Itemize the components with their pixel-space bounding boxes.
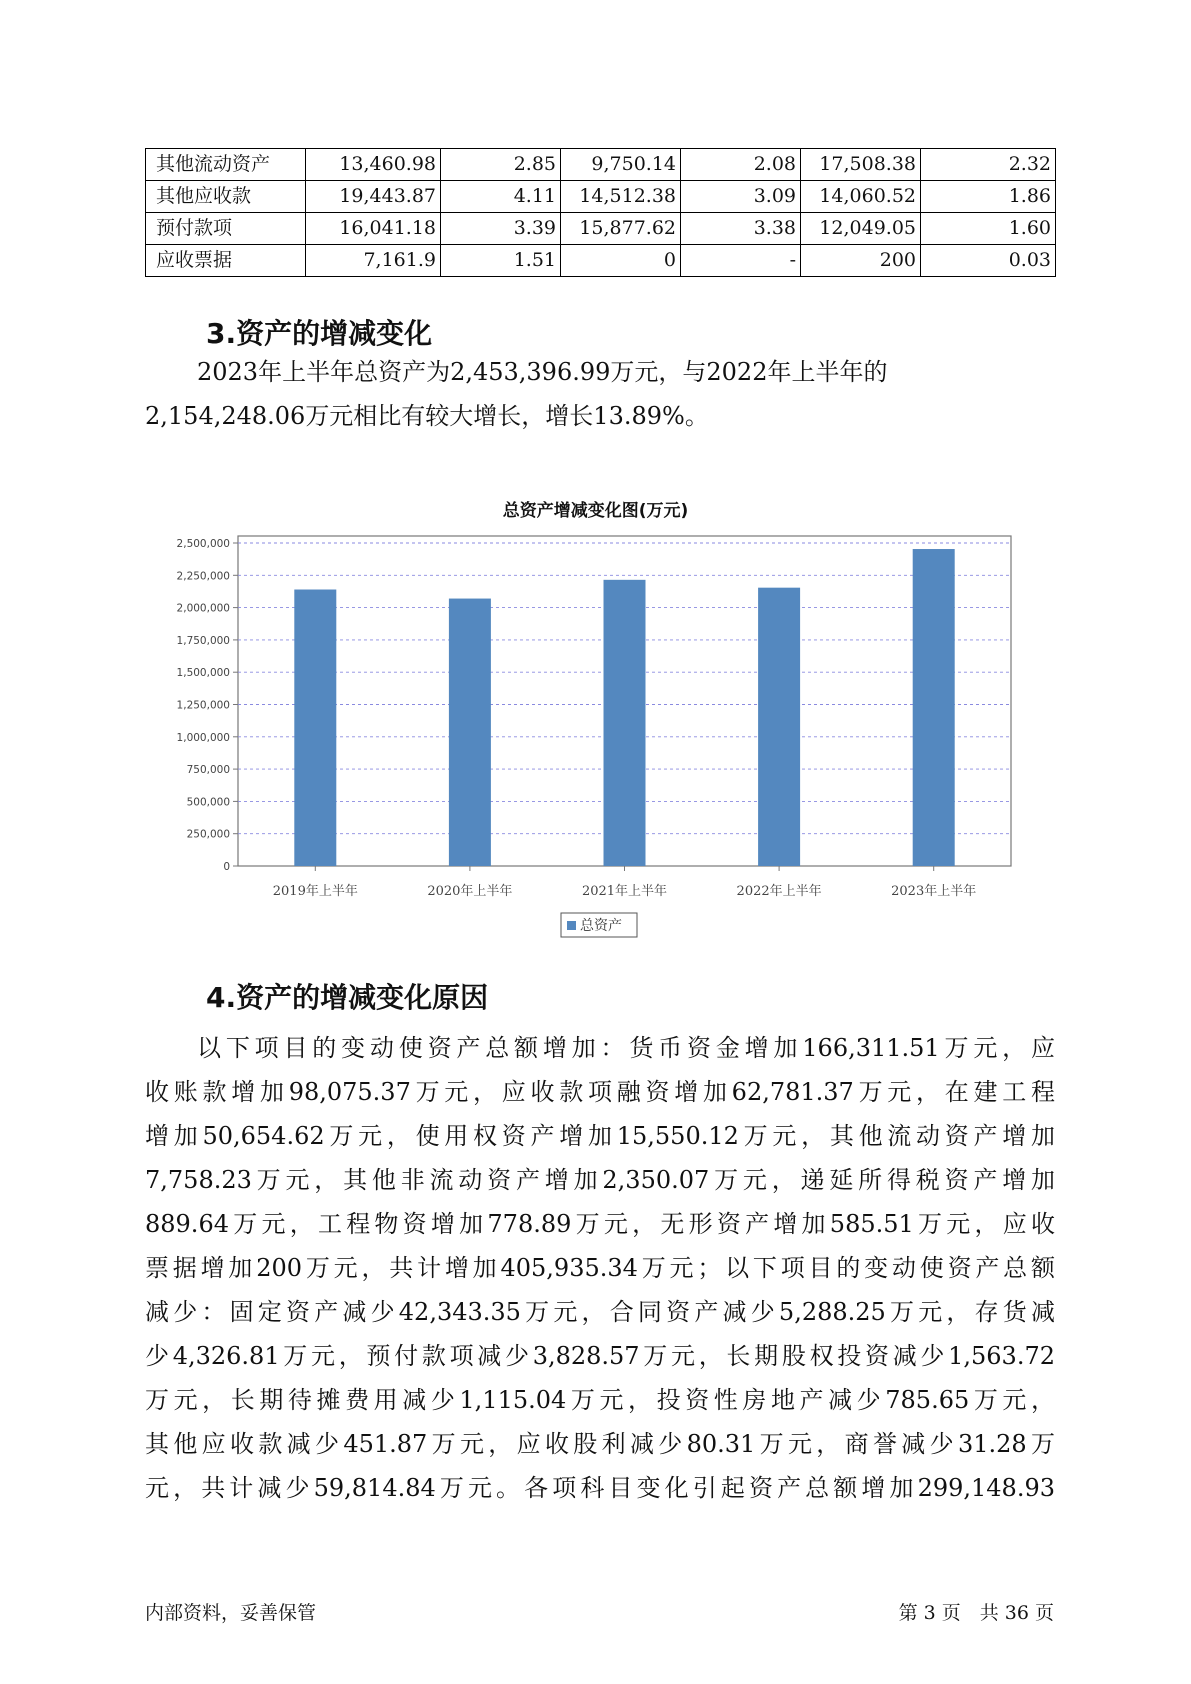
table-cell-value: 9,750.14 <box>561 149 681 181</box>
table-cell-value: 16,041.18 <box>306 213 441 245</box>
paragraph-line: 889.64万元，工程物资增加778.89万元，无形资产增加585.51万元，应收 <box>145 1210 1055 1238</box>
section-4-heading: 4.资产的增减变化原因 <box>206 981 489 1014</box>
y-tick-label: 1,000,000 <box>176 731 230 744</box>
table-cell-value: 4.11 <box>441 181 561 213</box>
bar <box>449 599 491 866</box>
table-cell-value: - <box>681 245 801 277</box>
y-tick-label: 1,250,000 <box>176 699 230 712</box>
paragraph-line: 增加50,654.62万元，使用权资产增加15,550.12万元，其他流动资产增加 <box>145 1122 1055 1150</box>
table-cell-item: 应收票据 <box>146 245 306 277</box>
table-cell-value: 7,161.9 <box>306 245 441 277</box>
y-tick-label: 2,000,000 <box>176 602 230 615</box>
paragraph-line: 其他应收款减少451.87万元，应收股利减少80.31万元，商誉减少31.28万 <box>145 1430 1055 1458</box>
paragraph-line: 少4,326.81万元，预付款项减少3,828.57万元，长期股权投资减少1,563.72 <box>145 1342 1055 1370</box>
y-tick-label: 500,000 <box>186 796 230 809</box>
x-tick-label: 2019年上半年 <box>272 884 358 899</box>
table-cell-value: 2.32 <box>921 149 1056 181</box>
chart-title: 总资产增减变化图(万元) <box>502 501 689 521</box>
table-cell-item: 其他流动资产 <box>146 149 306 181</box>
x-tick-label: 2020年上半年 <box>427 884 513 899</box>
bar <box>604 580 646 866</box>
table-cell-value: 14,060.52 <box>801 181 921 213</box>
paragraph-line: 收账款增加98,075.37万元，应收款项融资增加62,781.37万元，在建工程 <box>145 1078 1055 1106</box>
table-cell-value: 3.09 <box>681 181 801 213</box>
section-4-paragraph <box>145 1026 1055 1510</box>
table-cell-value: 2.08 <box>681 149 801 181</box>
x-tick-label: 2023年上半年 <box>891 884 977 899</box>
bar <box>758 588 800 866</box>
bar <box>913 549 955 866</box>
table-cell-value: 3.39 <box>441 213 561 245</box>
paragraph-line: 减少：固定资产减少42,343.35万元，合同资产减少5,288.25万元，存货减 <box>145 1298 1055 1326</box>
table-cell-value: 13,460.98 <box>306 149 441 181</box>
y-tick-label: 250,000 <box>186 828 230 841</box>
footer-page-number: 第 3 页 共 36 页 <box>898 1602 1054 1624</box>
y-tick-label: 2,250,000 <box>176 570 230 583</box>
table-cell-value: 2.85 <box>441 149 561 181</box>
table-cell-value: 12,049.05 <box>801 213 921 245</box>
y-tick-label: 2,500,000 <box>176 538 230 550</box>
x-tick-label: 2022年上半年 <box>736 884 822 899</box>
table-cell-value: 14,512.38 <box>561 181 681 213</box>
legend-label: 总资产 <box>580 918 622 934</box>
table-cell-value: 1.51 <box>441 245 561 277</box>
paragraph-line: 7,758.23万元，其他非流动资产增加2,350.07万元，递延所得税资产增加 <box>145 1166 1055 1194</box>
table-cell-value: 17,508.38 <box>801 149 921 181</box>
x-tick-label: 2021年上半年 <box>581 884 668 899</box>
paragraph-line: 以下项目的变动使资产总额增加：货币资金增加166,311.51万元，应 <box>197 1034 1055 1062</box>
y-tick-label: 1,500,000 <box>176 667 230 680</box>
legend-swatch <box>567 921 576 930</box>
table-cell-value: 19,443.87 <box>306 181 441 213</box>
table-cell-value: 3.38 <box>681 213 801 245</box>
paragraph-line: 万元，长期待摊费用减少1,115.04万元，投资性房地产减少785.65万元， <box>145 1386 1055 1414</box>
section-3-heading: 3.资产的增减变化 <box>206 317 433 350</box>
table-cell-value: 15,877.62 <box>561 213 681 245</box>
table-cell-item: 预付款项 <box>146 213 306 245</box>
bar <box>294 590 336 866</box>
table-cell-value: 0 <box>561 245 681 277</box>
y-tick-label: 750,000 <box>186 764 230 777</box>
y-tick-label: 0 <box>223 861 230 873</box>
y-tick-label: 1,750,000 <box>176 634 230 647</box>
paragraph-line: 2,154,248.06万元相比有较大增长，增长13.89%。 <box>145 402 709 430</box>
footer-confidential-note: 内部资料，妥善保管 <box>145 1602 317 1624</box>
paragraph-line: 2023年上半年总资产为2,453,396.99万元，与2022年上半年的 <box>197 358 888 386</box>
paragraph-line: 元，共计减少59,814.84万元。各项科目变化引起资产总额增加299,148.93 <box>145 1474 1055 1502</box>
table-cell-item: 其他应收款 <box>146 181 306 213</box>
table-cell-value: 0.03 <box>921 245 1056 277</box>
table-cell-value: 1.60 <box>921 213 1056 245</box>
table-cell-value: 200 <box>801 245 921 277</box>
paragraph-line: 票据增加200万元，共计增加405,935.34万元；以下项目的变动使资产总额 <box>145 1254 1055 1282</box>
table-cell-value: 1.86 <box>921 181 1056 213</box>
